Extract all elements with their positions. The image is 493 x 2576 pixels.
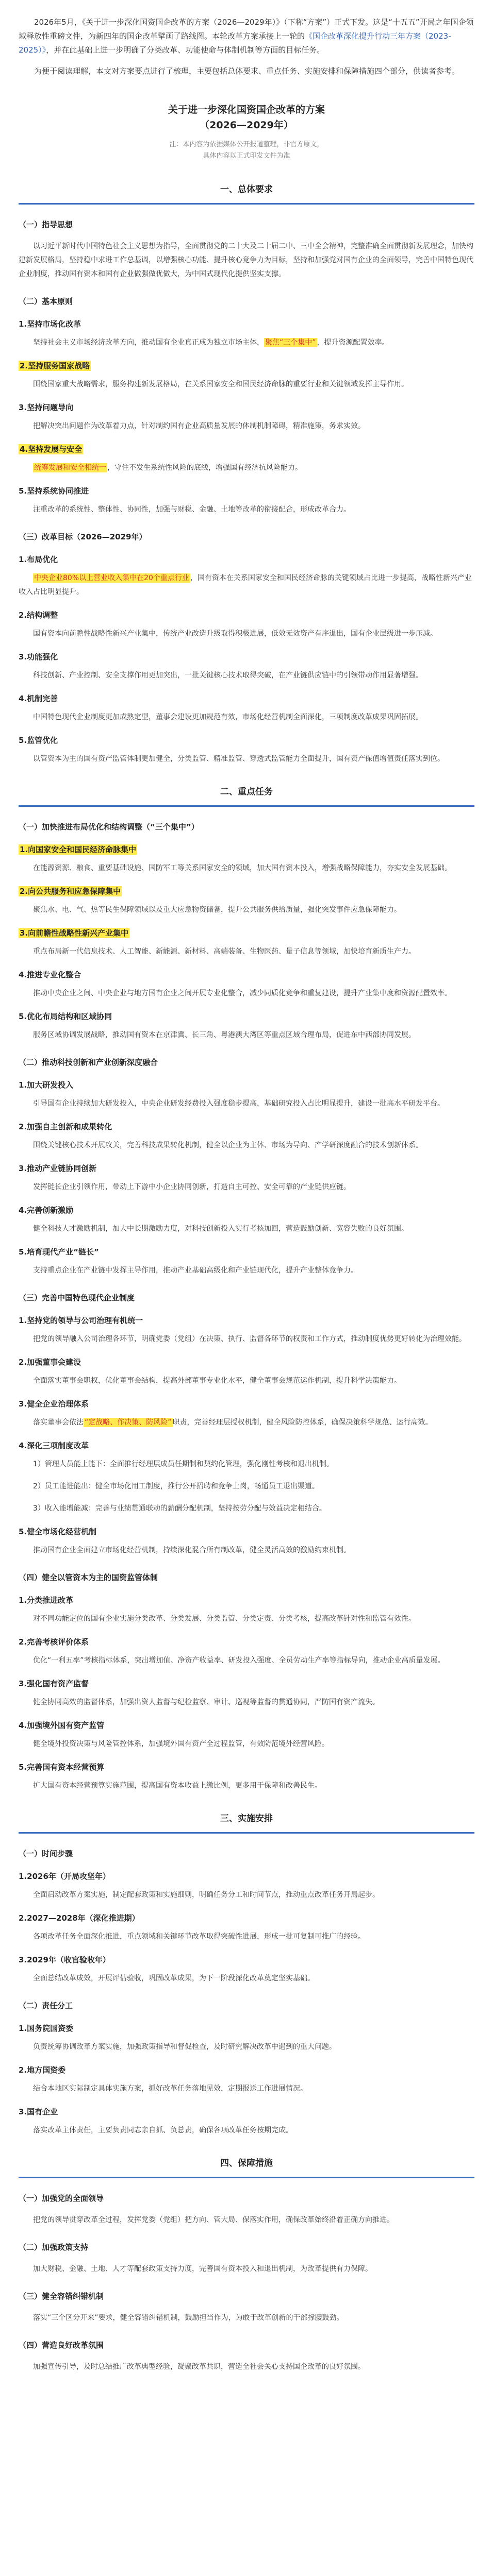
section-divider bbox=[19, 1832, 474, 1834]
paragraph bbox=[19, 669, 474, 683]
paragraph-text: 把党的领导融入公司治理各环节，明确党委（党组）在决策、执行、监督各环节的权责和工作方式，推动制度优势更好转化为治理效能。 bbox=[33, 1335, 466, 1343]
item-title bbox=[19, 1439, 474, 1452]
item-title bbox=[19, 2022, 474, 2035]
paragraph-tail: ，提升资源配置效率。 bbox=[317, 338, 389, 347]
paragraph-text: 扩大国有资本经营预算实施范围，提高国有资本收益上缴比例，更多用于保障和改善民生。 bbox=[33, 1782, 322, 1790]
item-title bbox=[19, 1870, 474, 1883]
item-title-text: 1.分类推进改革 bbox=[19, 1596, 74, 1605]
item-title-text: 1.坚持市场化改革 bbox=[19, 319, 81, 329]
paragraph-text: 以习近平新时代中国特色社会主义思想为指导，全面贯彻党的二十大及二十届二中、三中全会精神，完整准确全面贯彻新发展理念，加快构建新发展格局，坚持稳中求进工作总基调，以增强核心功能、提升核心竞争力为目标，坚持和加强党对国有企业的全面领导，完善中国特色现代企业制度，推动国有资本和国有企业做强做优做大，为中国式现代化提供坚实支撑。 bbox=[19, 242, 473, 278]
item-title bbox=[19, 734, 474, 747]
item-title-text: 3.强化国有资产监督 bbox=[19, 1679, 89, 1688]
item-title-text: 3.国有企业 bbox=[19, 2107, 58, 2116]
subsection-title: （二）基本原则 bbox=[19, 297, 73, 306]
document-title: 关于进一步深化国资国企改革的方案 （2026—2029年） bbox=[168, 104, 325, 131]
paragraph-text: 各项改革任务全面深化推进，重点领域和关键环节改革取得突破性进展，形成一批可复制可推广的经验。 bbox=[33, 1933, 365, 1941]
paragraph bbox=[19, 1222, 474, 1236]
paragraph-tail: ，守住不发生系统性风险的底线，增强国有经济抗风险能力。 bbox=[107, 464, 302, 472]
item-title-text: 3.推动产业链协同创新 bbox=[19, 1164, 97, 1173]
item-title bbox=[19, 1911, 474, 1925]
paragraph-text: 推动国有企业全面建立市场化经营机制，持续深化混合所有制改革，健全灵活高效的激励约束机制。 bbox=[33, 1546, 351, 1554]
paragraph-text: 把党的领导贯穿改革全过程，发挥党委（党组）把方向、管大局、保落实作用，确保改革始终沿着正确方向推进。 bbox=[33, 2216, 394, 2224]
paragraph-text: 全面总结改革成效，开展评估验收，巩固改革成果，为下一阶段深化改革奠定坚实基础。 bbox=[33, 1974, 315, 1982]
item-title bbox=[19, 1204, 474, 1217]
item-title-text: 1.加大研发投入 bbox=[19, 1080, 74, 1090]
item-title bbox=[19, 692, 474, 705]
paragraph-text: 中国特色现代企业制度更加成熟定型，董事会建设更加规范有效，市场化经营机制全面深化，三项制度改革成果巩固拓展。 bbox=[33, 713, 423, 721]
item-title bbox=[19, 1760, 474, 1774]
paragraph-text: 围绕国家重大战略需求，服务构建新发展格局，在关系国家安全和国民经济命脉的重要行业和关键领域发挥主导作用。 bbox=[33, 380, 408, 388]
section-title: 一、总体要求 bbox=[220, 184, 273, 195]
item-title-text: 1.国务院国资委 bbox=[19, 2024, 74, 2033]
paragraph-text: 在能源资源、粮食、重要基础设施、国防军工等关系国家安全的领域，加大国有资本投入，增强战略保障能力，夯实安全发展基础。 bbox=[33, 864, 452, 872]
paragraph bbox=[19, 2213, 474, 2227]
item-title bbox=[19, 1594, 474, 1607]
sections-container bbox=[19, 182, 474, 2374]
item-title bbox=[19, 1677, 474, 1690]
item-title bbox=[19, 401, 474, 414]
paragraph bbox=[19, 1696, 474, 1709]
item-title bbox=[19, 359, 474, 372]
paragraph bbox=[19, 1264, 474, 1278]
paragraph bbox=[19, 336, 474, 350]
paragraph bbox=[19, 1480, 474, 1494]
paragraph bbox=[19, 1654, 474, 1668]
item-title-text: 1.2026年（开局攻坚年） bbox=[19, 1872, 110, 1881]
item-title bbox=[19, 1635, 474, 1649]
paragraph bbox=[19, 1416, 474, 1430]
paragraph bbox=[19, 1544, 474, 1557]
item-title-text: 3.坚持问题导向 bbox=[19, 403, 74, 412]
paragraph-text: 加强宣传引导，及时总结推广改革典型经验，凝聚改革共识，营造全社会关心支持国企改革的良好氛围。 bbox=[33, 2363, 365, 2371]
item-title-text: 2.2027—2028年（深化推进期） bbox=[19, 1913, 140, 1923]
item-title-text: 4.深化三项制度改革 bbox=[19, 1441, 89, 1450]
item-title-text: 5.监管优化 bbox=[19, 736, 58, 745]
paragraph bbox=[19, 987, 474, 1001]
paragraph bbox=[19, 627, 474, 641]
paragraph-text: 发挥链长企业引领作用，带动上下游中小企业协同创新，打造自主可控、安全可靠的产业链供应链。 bbox=[33, 1183, 351, 1191]
item-title bbox=[19, 484, 474, 498]
item-title bbox=[19, 1245, 474, 1259]
intro-paragraph-1: 2026年5月，《关于进一步深化国资国企改革的方案（2026—2029年）》（下称“方案”）正式下发。这是“十五五”开局之年国企领域释放性重磅文件，为新四年的国企改革擘画了路线图。本轮改革方案承接上一轮的《国企改革深化提升行动三年方案（2023-2025）》，并在此基础上进一步明确了分类改革、功能使命与体制机制等方面的目标任务。 bbox=[19, 18, 474, 55]
intro-paragraph-2: 为便于阅读理解，本文对方案要点进行了梳理，主要包括总体要求、重点任务、实施安排和保障措施四个部分，供读者参考。 bbox=[34, 66, 460, 76]
item-title-text: 4.推进专业化整合 bbox=[19, 970, 81, 979]
subsection-title: （三）完善中国特色现代企业制度 bbox=[19, 1293, 135, 1302]
item-title bbox=[19, 885, 474, 898]
subsection-title: （一）加强党的全面领导 bbox=[19, 2194, 104, 2203]
paragraph-text: 负责统筹协调改革方案实施，加强政策指导和督促检查，及时研究解决改革中遇到的重大问题。 bbox=[33, 2043, 336, 2051]
paragraph bbox=[19, 1374, 474, 1388]
subsection-title: （四）健全以管资本为主的国资监管体制 bbox=[19, 1573, 158, 1582]
item-title-text: 5.培育现代产业“链长” bbox=[19, 1247, 99, 1257]
paragraph-text: 重点布局新一代信息技术、人工智能、新能源、新材料、高端装备、生物医药、量子信息等领域，加快培育新质生产力。 bbox=[33, 947, 416, 956]
paragraph bbox=[19, 1332, 474, 1346]
subsection-title: （一）指导思想 bbox=[19, 220, 73, 229]
subsection-title: （三）健全容错纠错机制 bbox=[19, 2292, 104, 2301]
paragraph-text: 推动中央企业之间、中央企业与地方国有企业之间开展专业化整合，减少同质化竞争和重复建设，提升产业集中度和资源配置效率。 bbox=[33, 989, 452, 997]
item-title-text: 5.健全市场化经营机制 bbox=[19, 1527, 97, 1536]
subsection-title: （四）营造良好改革氛围 bbox=[19, 2341, 104, 2350]
reform-plan-link[interactable]: 《国企改革深化提升行动三年方案（2023-2025）》 bbox=[19, 31, 451, 55]
item-title bbox=[19, 650, 474, 664]
highlight-mark: 聚焦“三个集中” bbox=[265, 338, 316, 347]
section-divider bbox=[19, 203, 474, 205]
highlight-mark: “定战略、作决策、防风险” bbox=[85, 1418, 172, 1427]
paragraph bbox=[19, 1139, 474, 1153]
section-title: 四、保障措施 bbox=[220, 2158, 273, 2168]
item-title-text: 1.向国家安全和国民经济命脉集中 bbox=[20, 845, 137, 854]
paragraph bbox=[19, 503, 474, 517]
paragraph bbox=[19, 1930, 474, 1944]
item-title bbox=[19, 443, 474, 456]
paragraph-text: 国有资本向前瞻性战略性新兴产业集中，传统产业改造升级取得积极进展，低效无效资产有序退出，国有企业层级进一步压减。 bbox=[33, 630, 437, 638]
paragraph-text: 优化“一利五率”考核指标体系，突出增加值、净资产收益率、研发投入强度、全员劳动生产率等指标导向，推动企业高质量发展。 bbox=[33, 1656, 445, 1665]
highlight-mark: 中央企业80%以上营业收入集中在20个重点行业 bbox=[34, 574, 189, 582]
paragraph-text: 健全协同高效的监督体系，加强出资人监督与纪检监察、审计、巡视等监督的贯通协同，严防国有资产流失。 bbox=[33, 1698, 380, 1706]
item-title-text: 2.加强自主创新和成果转化 bbox=[19, 1122, 112, 1131]
paragraph bbox=[19, 1779, 474, 1793]
section-divider bbox=[19, 2177, 474, 2178]
section bbox=[19, 2156, 474, 2374]
paragraph-text: 落实董事会依法 bbox=[33, 1418, 84, 1427]
item-title bbox=[19, 1314, 474, 1327]
paragraph bbox=[19, 2262, 474, 2276]
item-title-text: 3.向前瞻性战略性新兴产业集中 bbox=[20, 928, 129, 938]
paragraph-text: 落实改革主体责任，主要负责同志亲自抓、负总责，确保各项改革任务按期完成。 bbox=[33, 2126, 293, 2134]
section bbox=[19, 785, 474, 1793]
paragraph bbox=[19, 2082, 474, 2096]
section bbox=[19, 1811, 474, 2138]
paragraph bbox=[19, 419, 474, 433]
paragraph bbox=[19, 1612, 474, 1626]
paragraph-text: 3）收入能增能减：完善与业绩贯通联动的薪酬分配机制，坚持按劳分配与效益决定相结合。 bbox=[33, 1504, 326, 1513]
paragraph bbox=[19, 461, 474, 475]
paragraph bbox=[19, 1888, 474, 1902]
item-title bbox=[19, 1078, 474, 1092]
item-title-text: 3.功能强化 bbox=[19, 652, 58, 662]
subsection-title: （一）加快推进布局优化和结构调整（“三个集中”） bbox=[19, 822, 199, 832]
subsection-title: （二）责任分工 bbox=[19, 2001, 73, 2010]
paragraph bbox=[19, 861, 474, 875]
item-title-text: 2.地方国资委 bbox=[19, 2065, 66, 2075]
item-title bbox=[19, 926, 474, 940]
paragraph bbox=[19, 378, 474, 392]
item-title-text: 2.结构调整 bbox=[19, 611, 58, 620]
highlight-mark: 统筹发展和安全相统一 bbox=[34, 464, 106, 472]
paragraph-text: 健全境外投资决策与风险管控体系，加强境外国有资产全过程监管，有效防范境外经营风险。 bbox=[33, 1740, 329, 1748]
item-title-text: 2.向公共服务和应急保障集中 bbox=[20, 887, 121, 896]
paragraph bbox=[19, 2360, 474, 2374]
paragraph-text: 围绕关键核心技术开展攻关，完善科技成果转化机制，健全以企业为主体、市场为导向、产学研深度融合的技术创新体系。 bbox=[33, 1141, 423, 1149]
paragraph bbox=[19, 903, 474, 917]
item-title bbox=[19, 968, 474, 981]
item-title bbox=[19, 1120, 474, 1133]
item-title-text: 3.健全企业治理体系 bbox=[19, 1399, 89, 1409]
paragraph bbox=[19, 1737, 474, 1751]
paragraph-text: 全面落实董事会职权，优化董事会结构，提高外部董事专业化水平，健全董事会规范运作机制，提升科学决策能力。 bbox=[33, 1377, 401, 1385]
section-title: 三、实施安排 bbox=[220, 1814, 273, 1824]
item-title bbox=[19, 1397, 474, 1411]
paragraph bbox=[19, 2040, 474, 2054]
paragraph-text: 把解决突出问题作为改革着力点，针对制约国有企业高质量发展的体制机制障碍，精准施策，务求实效。 bbox=[33, 422, 365, 430]
subsection-title: （三）改革目标（2026—2029年） bbox=[19, 532, 147, 541]
paragraph-text: 结合本地区实际制定具体实施方案，抓好改革任务落地见效，定期报送工作进展情况。 bbox=[33, 2084, 307, 2093]
paragraph bbox=[19, 1097, 474, 1111]
intro bbox=[19, 15, 474, 78]
item-title-text: 4.加强境外国有资产监管 bbox=[19, 1721, 105, 1730]
item-title bbox=[19, 1525, 474, 1538]
paragraph bbox=[19, 2124, 474, 2138]
item-title-text: 5.优化布局结构和区域协同 bbox=[19, 1012, 112, 1021]
item-title-text: 4.机制完善 bbox=[19, 694, 58, 703]
item-title-text: 1.布局优化 bbox=[19, 555, 58, 564]
paragraph-text: 引导国有企业持续加大研发投入，中央企业研发经费投入强度稳步提高，基础研究投入占比明显提升，建设一批高水平研发平台。 bbox=[33, 1099, 445, 1108]
paragraph-text: 落实“三个区分开来”要求，健全容错纠错机制，鼓励担当作为，为敢于改革创新的干部撑腰鼓劲。 bbox=[33, 2314, 344, 2322]
paragraph-text: 聚焦水、电、气、热等民生保障领域以及重大应急物资储备，提升公共服务供给质量，强化突发事件应急保障能力。 bbox=[33, 906, 401, 914]
paragraph bbox=[19, 1502, 474, 1516]
paragraph bbox=[19, 571, 474, 599]
item-title bbox=[19, 1010, 474, 1023]
item-title bbox=[19, 2105, 474, 2119]
paragraph-text: 支持重点企业在产业链中发挥主导作用，推动产业基础高级化和产业链现代化，提升产业整体竞争力。 bbox=[33, 1266, 358, 1275]
paragraph bbox=[19, 1972, 474, 1986]
paragraph-text: 加大财税、金融、土地、人才等配套政策支持力度，完善国有资本投入和退出机制，为改革提供有力保障。 bbox=[33, 2265, 372, 2273]
item-title bbox=[19, 1355, 474, 1369]
subsection-title: （一）时间步骤 bbox=[19, 1849, 73, 1858]
paragraph-text: 坚持社会主义市场经济改革方向，推动国有企业真正成为独立市场主体， bbox=[33, 338, 264, 347]
paragraph-text: 以管资本为主的国有资产监管体制更加健全，分类监管、精准监管、穿透式监管能力全面提升，国有资产保值增值责任落实到位。 bbox=[33, 755, 445, 763]
paragraph bbox=[19, 2311, 474, 2325]
section-divider bbox=[19, 805, 474, 807]
paragraph bbox=[19, 1458, 474, 1471]
paragraph-text: 健全科技人才激励机制，加大中长期激励力度，对科技创新投入实行考核加回，营造鼓励创新、宽容失败的良好氛围。 bbox=[33, 1225, 408, 1233]
paragraph-tail: 职责，完善经理层授权机制，健全风险防控体系，确保决策科学规范、运行高效。 bbox=[172, 1418, 433, 1427]
paragraph-text: 2）员工能进能出：健全市场化用工制度，推行公开招聘和竞争上岗，畅通员工退出渠道。 bbox=[33, 1482, 319, 1490]
item-title-text: 1.坚持党的领导与公司治理有机统一 bbox=[19, 1316, 143, 1325]
paragraph bbox=[19, 945, 474, 959]
paragraph-text: 全面启动改革方案实施，制定配套政策和实施细则，明确任务分工和时间节点，推动重点改革任务开局起步。 bbox=[33, 1891, 380, 1899]
document-note: 注：本内容为依据媒体公开报道整理，非官方原文， 具体内容以正式印发文件为准 bbox=[169, 141, 324, 160]
paragraph bbox=[19, 752, 474, 766]
item-title bbox=[19, 2063, 474, 2077]
item-title-text: 5.完善国有资本经营预算 bbox=[19, 1762, 105, 1772]
subsection-title: （二）推动科技创新和产业创新深度融合 bbox=[19, 1058, 158, 1067]
item-title bbox=[19, 317, 474, 331]
paragraph-text: 注重改革的系统性、整体性、协同性，加强与财税、金融、土地等改革的衔接配合，形成改革合力。 bbox=[33, 505, 351, 514]
item-title bbox=[19, 1162, 474, 1175]
paragraph bbox=[19, 710, 474, 724]
paragraph-text: 服务区域协调发展战略，推动国有资本在京津冀、长三角、粤港澳大湾区等重点区域合理布局，促进东中西部协同发展。 bbox=[33, 1031, 416, 1039]
paragraph bbox=[19, 1028, 474, 1042]
paragraph bbox=[19, 1180, 474, 1194]
item-title-text: 2.加强董事会建设 bbox=[19, 1358, 81, 1367]
paragraph-text: 对不同功能定位的国有企业实施分类改革、分类发展、分类监管、分类定责、分类考核，提高改革针对性和监管有效性。 bbox=[33, 1615, 416, 1623]
paragraph-text: 科技创新、产业控制、安全支撑作用更加突出，一批关键核心技术取得突破，在产业链供应链中的引领带动作用显著增强。 bbox=[33, 671, 423, 680]
item-title-text: 4.坚持发展与安全 bbox=[20, 445, 83, 454]
item-title bbox=[19, 1719, 474, 1732]
section-title: 二、重点任务 bbox=[220, 787, 273, 797]
paragraph-text: 1）管理人员能上能下：全面推行经理层成员任期制和契约化管理，强化刚性考核和退出机制。 bbox=[33, 1460, 334, 1468]
item-title bbox=[19, 553, 474, 566]
item-title-text: 4.完善创新激励 bbox=[19, 1206, 74, 1215]
item-title-text: 2.完善考核评价体系 bbox=[19, 1637, 89, 1647]
item-title-text: 5.坚持系统协同推进 bbox=[19, 486, 89, 496]
item-title bbox=[19, 1953, 474, 1967]
item-title-text: 3.2029年（收官验收年） bbox=[19, 1955, 110, 1964]
paragraph-tail: ，国有资本在关系国家安全和国民经济命脉的关键领域占比进一步提高，战略性新兴产业收入占比明显提升。 bbox=[19, 574, 472, 596]
subsection-title: （二）加强政策支持 bbox=[19, 2243, 89, 2252]
item-title-text: 2.坚持服务国家战略 bbox=[20, 361, 90, 370]
item-title bbox=[19, 608, 474, 622]
paragraph bbox=[19, 240, 474, 281]
item-title bbox=[19, 843, 474, 856]
section bbox=[19, 182, 474, 766]
